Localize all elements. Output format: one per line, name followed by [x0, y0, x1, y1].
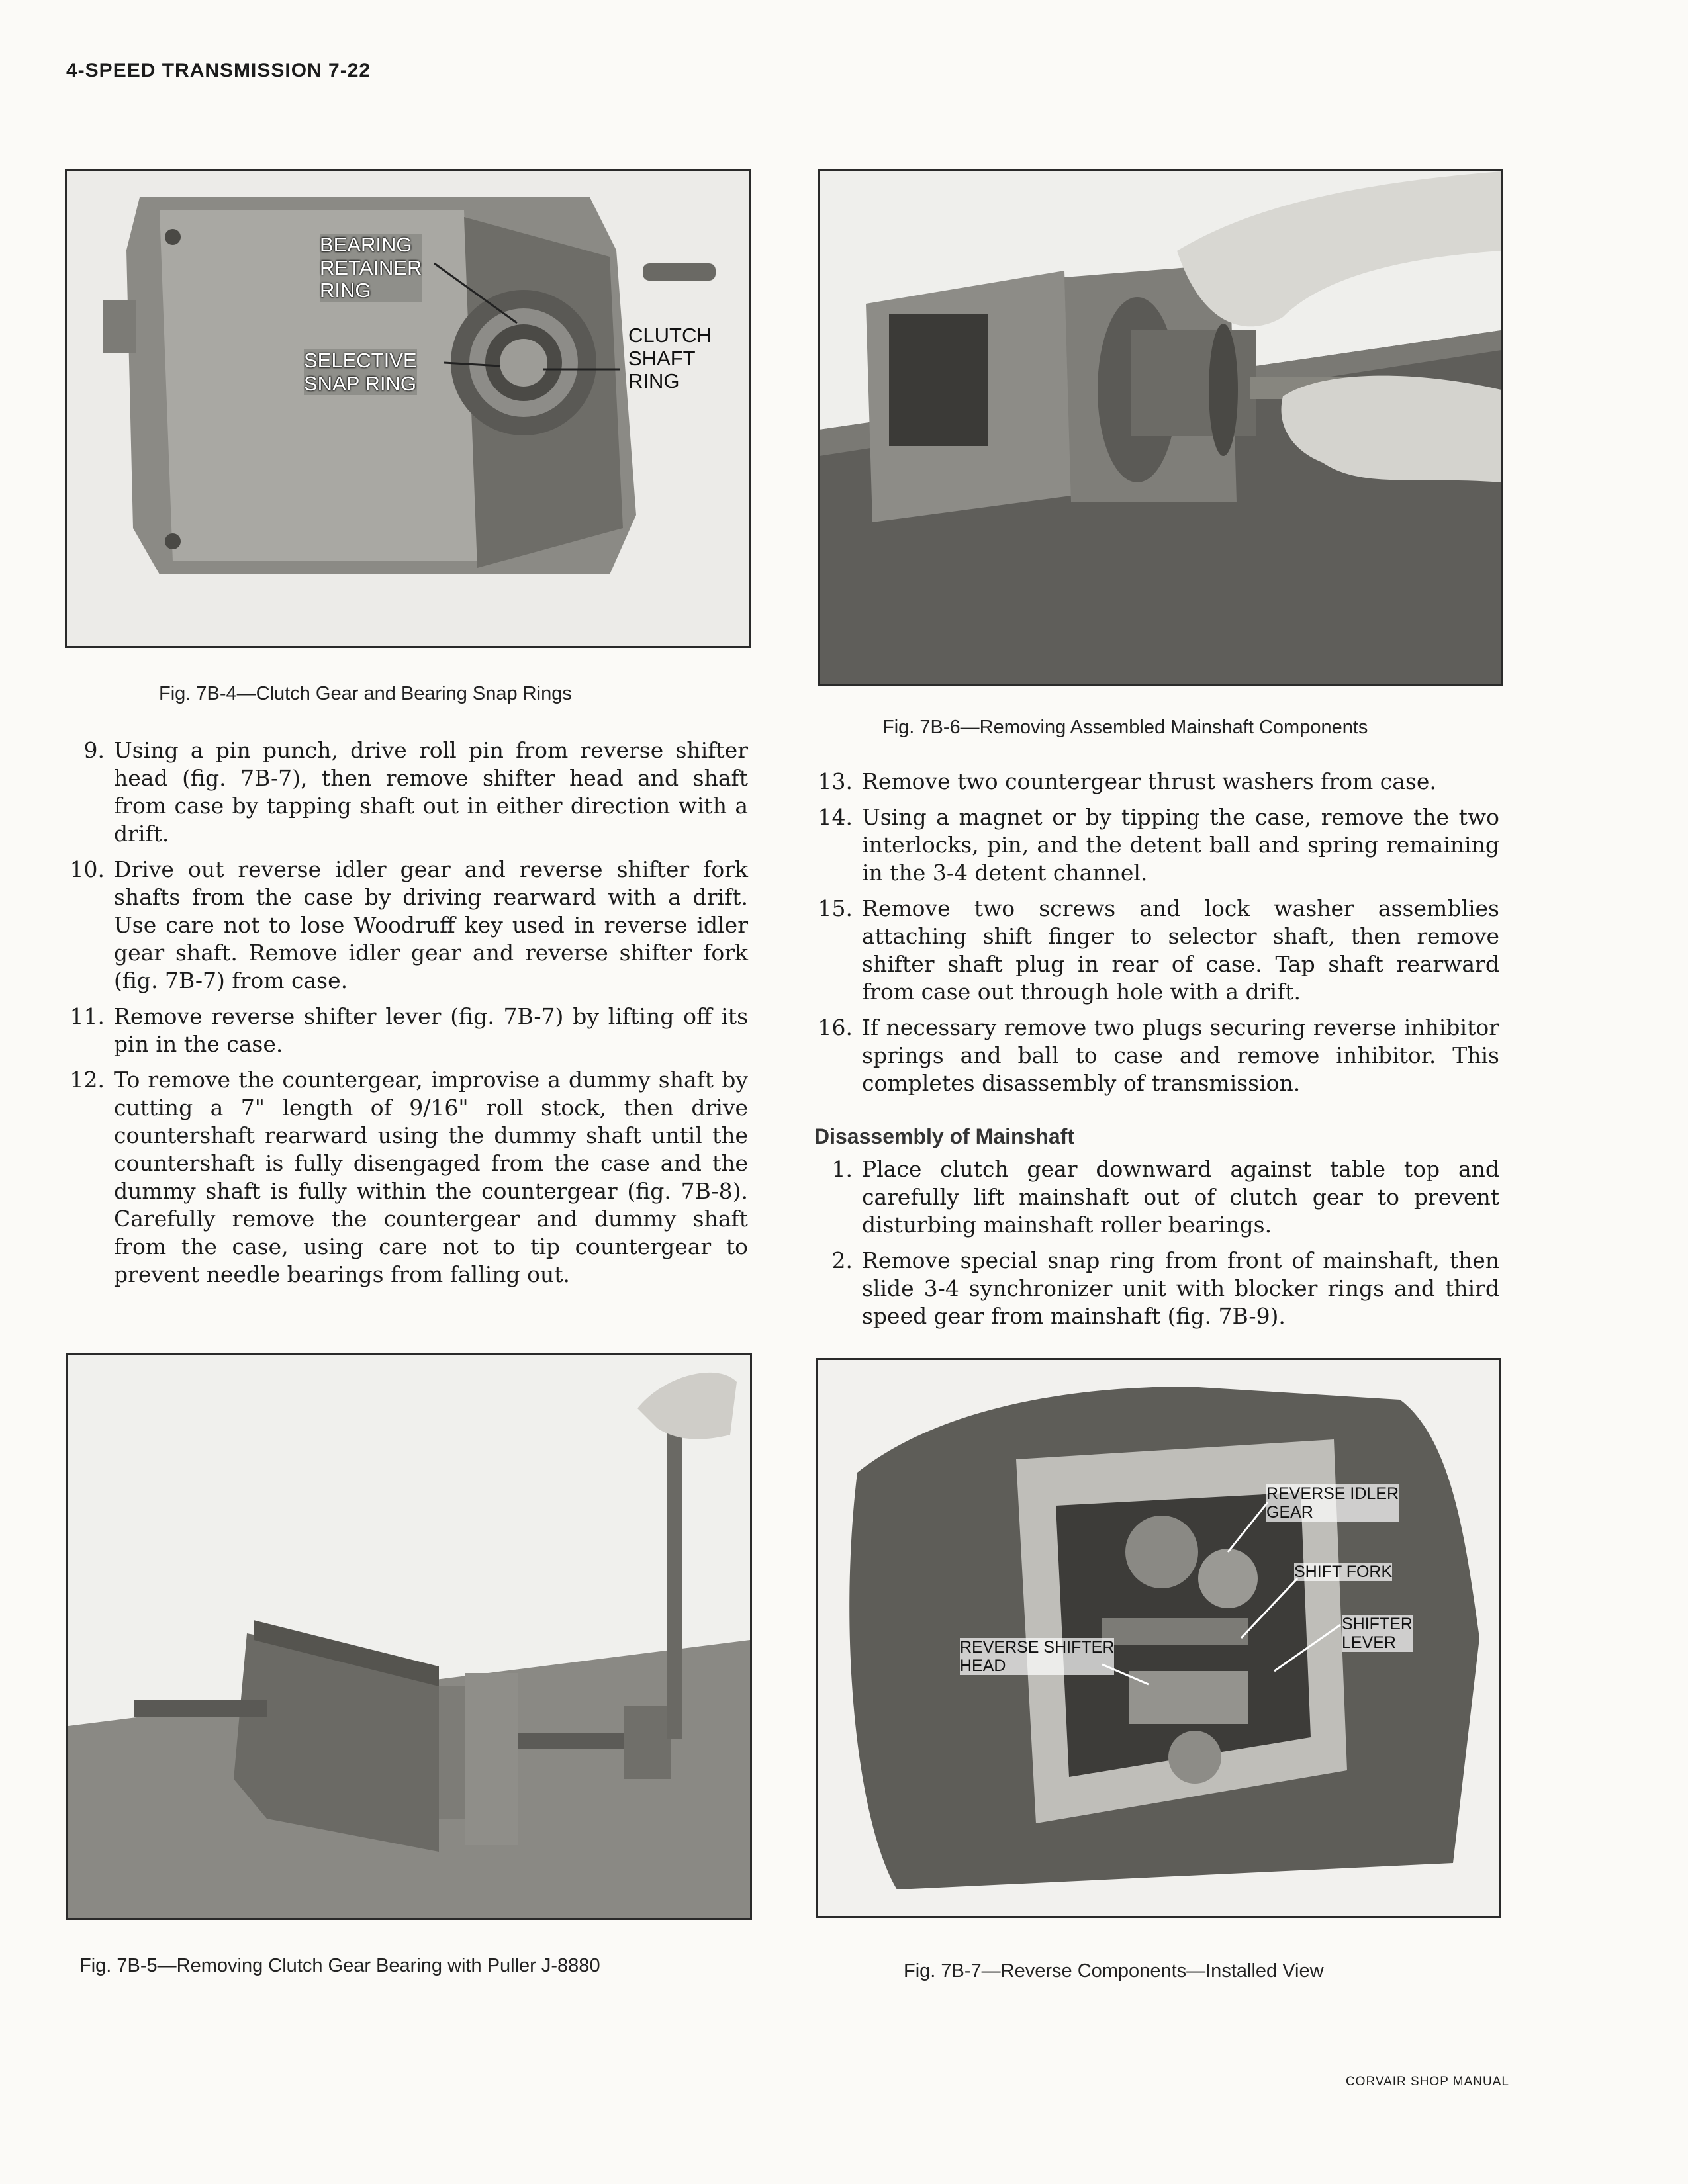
- step-text: Using a magnet or by tipping the case, remove the two interlocks, pin, and the detent ball and spring remaining in the 3-4 detent channel.: [862, 804, 1499, 886]
- step-text: Remove special snap ring from front of mainshaft, then slide 3-4 synchronizer unit with blocker rings and third speed gear from mainshaft (fig. 7B-9).: [862, 1248, 1499, 1329]
- right-column-text: [814, 768, 1499, 1338]
- step-number: 10.: [70, 856, 105, 882]
- label-clutch-shaft-ring: CLUTCH SHAFT RING: [628, 324, 712, 393]
- step-number: 13.: [818, 768, 853, 794]
- label-shifter-lever: SHIFTER LEVER: [1342, 1615, 1413, 1652]
- caption-fig-7b-5: Fig. 7B-5—Removing Clutch Gear Bearing with Puller J-8880: [79, 1955, 600, 1976]
- step-9: [66, 737, 748, 848]
- step-16: [814, 1014, 1499, 1097]
- figure-clutch-gear-snap-rings: [65, 169, 751, 648]
- label-bearing-retainer-ring: BEARING RETAINER RING: [320, 233, 422, 302]
- caption-fig-7b-7: Fig. 7B-7—Reverse Components—Installed View: [904, 1960, 1324, 1981]
- step-number: 15.: [818, 895, 853, 921]
- left-column-text: [66, 737, 748, 1297]
- step-15: [814, 895, 1499, 1006]
- step-10: [66, 856, 748, 995]
- figure-removing-mainshaft: [818, 169, 1503, 686]
- page-header: 4-SPEED TRANSMISSION 7-22: [66, 60, 371, 81]
- step-text: Using a pin punch, drive roll pin from reverse shifter head (fig. 7B-7), then remove shifter head and shaft from case by tapping shaft out in either direction with a drift.: [114, 737, 748, 846]
- puller-photo: [68, 1355, 750, 1918]
- step-text: Remove two screws and lock washer assemblies attaching shift finger to selector shaft, then remove shifter shaft plug in rear of case. Tap shaft rearward from case out through hole with a drift.: [862, 895, 1499, 1005]
- step-13: [814, 768, 1499, 796]
- page-footer: CORVAIR SHOP MANUAL: [1345, 2075, 1509, 2089]
- section-title-mainshaft: Disassembly of Mainshaft: [814, 1124, 1074, 1148]
- step-number: 2.: [831, 1248, 853, 1273]
- step-text: To remove the countergear, improvise a dummy shaft by cutting a 7" length of 9/16" roll stock, then drive countershaft rearward using the dummy shaft until the countershaft is fully disengaged from the case and the dummy shaft is fully within the countergear (fig. 7B-8). Carefully remove the countergear and dummy shaft from the case, using care not to tip countergear to prevent needle bearings from falling out.: [114, 1067, 748, 1287]
- mainshaft-removal-photo: [820, 171, 1501, 684]
- label-selective-snap-ring: SELECTIVE SNAP RING: [304, 349, 417, 395]
- caption-fig-7b-4: Fig. 7B-4—Clutch Gear and Bearing Snap Rings: [159, 683, 572, 704]
- figure-removing-clutch-gear-bearing: [66, 1353, 752, 1920]
- step-text: Drive out reverse idler gear and reverse shifter fork shafts from the case by driving rearward with a drift. Use care not to lose Woodruff key used in reverse idler gear shaft. Remove idler gear and reverse shifter fork (fig. 7B-7) from case.: [114, 856, 748, 993]
- step-number: 9.: [83, 737, 105, 763]
- step-text: Remove two countergear thrust washers from case.: [862, 768, 1436, 794]
- step-12: [66, 1066, 748, 1289]
- step-text: Remove reverse shifter lever (fig. 7B-7) by lifting off its pin in the case.: [114, 1003, 748, 1057]
- step-number: 12.: [70, 1067, 105, 1093]
- step-14: [814, 803, 1499, 887]
- step-text: Place clutch gear downward against table top and carefully lift mainshaft out of clutch gear to prevent disturbing mainshaft roller bearings.: [862, 1156, 1499, 1238]
- figure-reverse-components: [816, 1358, 1501, 1918]
- step-number: 11.: [70, 1003, 105, 1029]
- label-reverse-idler-gear: REVERSE IDLER GEAR: [1266, 1484, 1399, 1522]
- step-11: [66, 1003, 748, 1058]
- label-reverse-shifter-head: REVERSE SHIFTER HEAD: [960, 1638, 1115, 1675]
- label-shift-fork: SHIFT FORK: [1294, 1563, 1393, 1581]
- step-number: 16.: [818, 1015, 853, 1040]
- step-number: 1.: [831, 1156, 853, 1182]
- caption-fig-7b-6: Fig. 7B-6—Removing Assembled Mainshaft Components: [882, 717, 1368, 738]
- mainshaft-step-1: [814, 1156, 1499, 1239]
- step-number: 14.: [818, 804, 853, 830]
- step-text: If necessary remove two plugs securing reverse inhibitor springs and ball to case and remove inhibitor. This completes disassembly of transmission.: [862, 1015, 1499, 1096]
- mainshaft-step-2: [814, 1247, 1499, 1330]
